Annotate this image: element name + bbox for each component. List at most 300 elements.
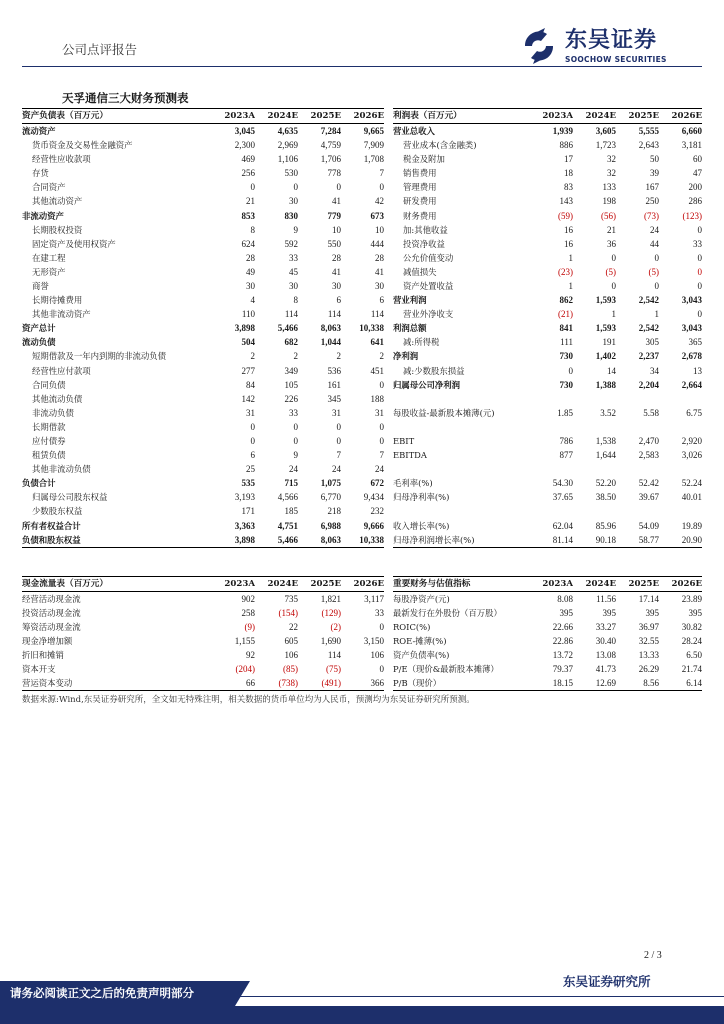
table-row — [393, 265, 702, 279]
row-value: 0 — [336, 421, 341, 432]
year-header: 2025E — [616, 577, 659, 592]
table-row — [22, 237, 384, 251]
row-value: 226 — [284, 393, 298, 404]
row-value — [573, 462, 616, 476]
row-value: (5) — [605, 266, 616, 277]
row-value: 1,821 — [320, 594, 341, 604]
row-value: 10,338 — [359, 323, 384, 334]
row-value: 21 — [607, 224, 616, 235]
year-header: 2025E — [616, 109, 659, 124]
row-value: 11.56 — [596, 594, 616, 604]
row-value: 60 — [693, 154, 702, 165]
row-value: 3,043 — [681, 323, 702, 334]
row-value: 84 — [246, 379, 255, 390]
row-value: 0 — [654, 280, 659, 291]
row-value: 535 — [241, 478, 255, 489]
row-value: 44 — [650, 238, 659, 249]
row-value: 33 — [693, 238, 702, 249]
row-value: 9,665 — [363, 126, 384, 136]
row-value: 0 — [654, 252, 659, 263]
table-row — [393, 420, 702, 434]
row-value: 365 — [688, 337, 702, 348]
row-value: 13.33 — [638, 650, 659, 661]
table-row — [393, 124, 702, 139]
row-value: 830 — [284, 210, 298, 221]
row-label: 货币资金及交易性金融资产 — [32, 140, 133, 151]
table-header-label: 现金流量表（百万元） — [22, 577, 212, 592]
row-value: 6.14 — [659, 676, 702, 691]
cashflow-table — [22, 576, 384, 691]
row-label: 毛利率(%) — [393, 478, 433, 489]
year-header: 2025E — [298, 109, 341, 124]
row-value: 21.74 — [681, 664, 702, 675]
row-value: 171 — [241, 506, 255, 517]
row-value: 31 — [332, 407, 341, 418]
row-value: 395 — [602, 608, 616, 619]
table-row — [22, 265, 384, 279]
row-value: 188 — [370, 393, 384, 404]
year-header: 2026E — [659, 109, 702, 124]
logo-mark-icon — [517, 26, 561, 66]
table-row — [22, 251, 384, 265]
row-value: 2 — [250, 351, 255, 362]
row-value: 111 — [560, 337, 573, 348]
row-value: 7,284 — [320, 126, 341, 136]
row-value: 8 — [250, 224, 255, 235]
row-value: 41.73 — [595, 664, 616, 675]
row-label: 研发费用 — [403, 196, 437, 207]
row-value: 106 — [370, 650, 384, 661]
row-value — [530, 504, 573, 518]
row-value: (23) — [558, 266, 573, 277]
row-label: 资产总计 — [22, 323, 56, 334]
table-row — [22, 307, 384, 321]
row-value: 6,770 — [320, 492, 341, 503]
row-label: 折旧和摊销 — [22, 650, 64, 661]
row-value: 232 — [370, 506, 384, 517]
row-value: 4,759 — [320, 140, 341, 151]
row-value: 41 — [332, 266, 341, 277]
row-value: 1 — [568, 252, 573, 263]
row-label: 投资活动现金流 — [22, 608, 81, 619]
row-value: 19.89 — [681, 520, 702, 531]
row-value: 1,075 — [320, 478, 341, 489]
row-label — [393, 504, 530, 518]
row-value: 7 — [379, 450, 384, 461]
row-label: 公允价值变动 — [403, 252, 454, 263]
table-row — [22, 223, 384, 237]
row-value: 33 — [289, 252, 298, 263]
row-value: 2,542 — [638, 295, 659, 306]
year-header: 2024E — [255, 109, 298, 124]
row-value: 85.96 — [595, 520, 616, 531]
row-value: 0 — [697, 252, 702, 263]
table-row — [393, 349, 702, 363]
row-value: 26.29 — [638, 664, 659, 675]
row-label: 加:其他收益 — [403, 224, 448, 235]
row-label: 归属母公司股东权益 — [32, 492, 108, 503]
row-value: 185 — [284, 506, 298, 517]
row-value: 0 — [379, 622, 384, 633]
row-value: 5,466 — [255, 533, 298, 548]
row-value: 22.86 — [552, 636, 573, 647]
row-value: 3,363 — [234, 520, 255, 531]
income-statement-table — [393, 108, 702, 548]
table-row — [393, 676, 702, 691]
row-value: 730 — [559, 379, 573, 390]
row-value: (2) — [330, 622, 341, 633]
balance-sheet-table — [22, 108, 384, 548]
row-value: 110 — [241, 309, 255, 320]
row-value: 143 — [559, 196, 573, 207]
row-value: 191 — [602, 337, 616, 348]
row-value: (75) — [326, 664, 341, 675]
row-label: 减:少数股东损益 — [403, 365, 465, 376]
row-label: 资产负债率(%) — [393, 650, 450, 661]
row-label: EBITDA — [393, 450, 427, 461]
row-value: 250 — [645, 196, 659, 207]
row-value: (21) — [558, 309, 573, 320]
row-value: 7 — [336, 450, 341, 461]
row-value: 1,044 — [320, 337, 341, 348]
row-value: (5) — [648, 266, 659, 277]
row-value: 841 — [559, 323, 573, 334]
row-label: 无形资产 — [32, 266, 66, 277]
row-label: 少数股东权益 — [32, 506, 83, 517]
row-value: 2,920 — [681, 436, 702, 447]
row-value: 3,150 — [363, 636, 384, 647]
logo-name-cn: 东吴证券 — [565, 27, 658, 53]
row-label: 长期股权投资 — [32, 224, 83, 235]
row-value: 592 — [284, 238, 298, 249]
table-row — [393, 490, 702, 504]
table-row — [393, 321, 702, 335]
row-value: 0 — [611, 252, 616, 263]
row-value: 0 — [568, 365, 573, 376]
row-value: 0 — [250, 436, 255, 447]
row-value: 3,898 — [234, 323, 255, 334]
row-value: 30.40 — [595, 636, 616, 647]
row-value: 45 — [289, 266, 298, 277]
row-value: 2,204 — [638, 379, 659, 390]
row-value: (9) — [244, 622, 255, 633]
row-value: 451 — [370, 365, 384, 376]
row-value: 366 — [341, 676, 384, 691]
row-value: 8.08 — [557, 594, 573, 604]
row-value: 20.90 — [659, 533, 702, 548]
row-label: 减:所得税 — [403, 337, 440, 348]
row-value: 0 — [250, 421, 255, 432]
row-value: 200 — [688, 182, 702, 193]
year-header: 2026E — [659, 577, 702, 592]
table-row — [22, 504, 384, 518]
row-value: (59) — [558, 210, 573, 221]
row-label — [393, 420, 530, 434]
row-value: 54.30 — [552, 478, 573, 489]
row-value: 0 — [250, 182, 255, 193]
row-value: 47 — [693, 168, 702, 179]
table-row — [22, 476, 384, 490]
row-label: 其他流动负债 — [32, 393, 83, 404]
row-value: 0 — [697, 309, 702, 320]
row-label: 固定资产及使用权资产 — [32, 238, 116, 249]
row-value: (154) — [278, 608, 298, 619]
year-header: 2023A — [530, 109, 573, 124]
row-value: 1,706 — [320, 154, 341, 165]
row-value: 1,690 — [320, 636, 341, 647]
row-value: 52.24 — [681, 478, 702, 489]
header-divider — [22, 66, 702, 67]
row-value: 2 — [379, 351, 384, 362]
row-value: 31 — [246, 407, 255, 418]
row-value: 33.27 — [595, 622, 616, 633]
row-value: 8,063 — [320, 323, 341, 334]
row-value: 16 — [564, 238, 573, 249]
row-value: 1,723 — [595, 140, 616, 151]
row-value: 198 — [602, 196, 616, 207]
row-value: 673 — [370, 210, 384, 221]
table-row — [22, 152, 384, 166]
table-row — [393, 180, 702, 194]
row-value: 142 — [241, 393, 255, 404]
row-value: 30 — [375, 280, 384, 291]
row-value: 39 — [650, 168, 659, 179]
row-label: 减值损失 — [403, 266, 437, 277]
row-value — [616, 504, 659, 518]
row-label: 负债和股东权益 — [22, 533, 212, 548]
row-value: 862 — [559, 295, 573, 306]
row-label: 销售费用 — [403, 168, 437, 179]
row-label: 投资净收益 — [403, 238, 445, 249]
table-title: 天孚通信三大财务预测表 — [62, 91, 189, 105]
row-value: 1,708 — [363, 154, 384, 165]
row-value: 90.18 — [573, 533, 616, 548]
row-value: 2,237 — [638, 351, 659, 362]
row-value: 30 — [332, 280, 341, 291]
table-row — [393, 648, 702, 662]
row-value: 52.20 — [595, 478, 616, 489]
row-value: 3,026 — [681, 450, 702, 461]
row-value: 4 — [250, 295, 255, 306]
row-value: 345 — [327, 393, 341, 404]
row-value: 50 — [650, 154, 659, 165]
row-label: ROIC(%) — [393, 622, 431, 633]
row-value: 10 — [375, 224, 384, 235]
row-value: 6 — [379, 295, 384, 306]
row-value: 30.82 — [681, 622, 702, 633]
row-value: (738) — [255, 676, 298, 691]
table-row — [393, 476, 702, 490]
row-value: 62.04 — [552, 520, 573, 531]
row-value: 3,117 — [364, 594, 384, 604]
row-value: 641 — [370, 337, 384, 348]
table-row — [393, 462, 702, 476]
row-value: 0 — [379, 182, 384, 193]
table-row — [393, 194, 702, 208]
table-row — [22, 124, 384, 139]
report-category: 公司点评报告 — [62, 42, 138, 57]
row-label: 营业总收入 — [393, 126, 435, 136]
table-header-label: 重要财务与估值指标 — [393, 577, 530, 592]
row-value: 218 — [327, 506, 341, 517]
table-row — [22, 406, 384, 420]
row-value: 2,643 — [638, 140, 659, 151]
row-value: 13.72 — [552, 650, 573, 661]
row-value: 7 — [379, 168, 384, 179]
row-value: 3.52 — [600, 407, 616, 418]
row-value: 3,045 — [234, 126, 255, 136]
row-label: 其他流动资产 — [32, 196, 83, 207]
row-value: (491) — [298, 676, 341, 691]
row-label: 每股收益-最新股本摊薄(元) — [393, 407, 495, 418]
table-row — [22, 448, 384, 462]
table-row — [22, 335, 384, 349]
table-header-label: 利润表（百万元） — [393, 109, 530, 124]
row-value: 9 — [293, 224, 298, 235]
table-row — [393, 662, 702, 676]
row-value: 715 — [284, 478, 298, 489]
row-value: 3,898 — [212, 533, 255, 548]
row-value: 25 — [246, 464, 255, 475]
data-source-note: 数据来源:Wind,东吴证券研究所，全文如无特殊注明，相关数据的货币单位均为人民币，预测均为东吴证券研究所预测。 — [22, 695, 475, 705]
row-value: 12.69 — [573, 676, 616, 691]
logo-name-en: SOOCHOW SECURITIES — [565, 54, 667, 64]
row-value: 106 — [284, 650, 298, 661]
table-row — [22, 321, 384, 335]
row-value: 8.56 — [616, 676, 659, 691]
row-value: 2,678 — [681, 351, 702, 362]
row-label: 现金净增加额 — [22, 636, 73, 647]
row-value: 395 — [688, 608, 702, 619]
row-value: 469 — [241, 154, 255, 165]
row-value: 395 — [559, 608, 573, 619]
row-value: 1 — [568, 280, 573, 291]
row-label: 所有者权益合计 — [22, 520, 81, 531]
row-value: 114 — [327, 650, 341, 661]
row-value: 41 — [332, 196, 341, 207]
row-value: 22.66 — [552, 622, 573, 633]
row-value: 18 — [564, 168, 573, 179]
table-row — [22, 208, 384, 222]
row-value: 0 — [379, 664, 384, 675]
row-value: 0 — [379, 421, 384, 432]
table-row — [22, 279, 384, 293]
row-value: 24 — [650, 224, 659, 235]
table-row — [393, 208, 702, 222]
row-value: 38.50 — [595, 492, 616, 503]
table-row — [22, 392, 384, 406]
row-label: 归母净利率(%) — [393, 492, 450, 503]
row-value: 30 — [246, 280, 255, 291]
row-value: 1,593 — [595, 323, 616, 334]
row-value: 1.85 — [557, 407, 573, 418]
row-value: 1 — [611, 309, 616, 320]
row-value: 13.08 — [595, 650, 616, 661]
row-label: 收入增长率(%) — [393, 520, 450, 531]
row-label: 归母净利润增长率(%) — [393, 533, 530, 548]
row-value: 8,063 — [298, 533, 341, 548]
table-row — [22, 364, 384, 378]
row-value — [659, 462, 702, 476]
row-label: 非流动负债 — [32, 407, 74, 418]
year-header: 2024E — [255, 577, 298, 592]
row-value — [573, 392, 616, 406]
row-value: (85) — [283, 664, 298, 675]
table-row — [22, 138, 384, 152]
row-value: 3,181 — [681, 140, 702, 151]
table-row — [393, 152, 702, 166]
row-value: 28.24 — [681, 636, 702, 647]
row-value: 24 — [375, 464, 384, 475]
row-value: 83 — [564, 182, 573, 193]
row-value: 2,470 — [638, 436, 659, 447]
row-value: 14 — [607, 365, 616, 376]
table-row — [393, 504, 702, 518]
row-value: 786 — [559, 436, 573, 447]
row-value: 114 — [327, 309, 341, 320]
row-value: 2,583 — [638, 450, 659, 461]
row-value: 24 — [332, 464, 341, 475]
table-row — [393, 364, 702, 378]
row-value: 28 — [375, 252, 384, 263]
row-value: 31 — [375, 407, 384, 418]
row-value: 305 — [645, 337, 659, 348]
year-header: 2023A — [212, 109, 255, 124]
row-label: EBIT — [393, 436, 415, 447]
row-value: 4,566 — [277, 492, 298, 503]
row-label: 营业外净收支 — [403, 309, 454, 320]
row-value: 10 — [332, 224, 341, 235]
row-value: 9,666 — [363, 520, 384, 531]
table-row — [393, 533, 702, 548]
row-value: 2 — [336, 351, 341, 362]
row-value: 10,338 — [341, 533, 384, 548]
row-value: 32 — [607, 154, 616, 165]
table-row — [22, 434, 384, 448]
row-value: 877 — [559, 450, 573, 461]
footer-bar — [0, 1006, 724, 1024]
row-value: 1,402 — [595, 351, 616, 362]
table-row — [22, 676, 384, 691]
row-value: 32.55 — [638, 636, 659, 647]
row-value: 79.37 — [552, 664, 573, 675]
row-label: 短期借款及一年内到期的非流动负债 — [32, 351, 166, 362]
table-row — [22, 462, 384, 476]
row-label — [393, 392, 530, 406]
year-header: 2023A — [212, 577, 255, 592]
row-value — [573, 420, 616, 434]
row-value: 30 — [289, 196, 298, 207]
table-row — [22, 634, 384, 648]
row-value — [616, 462, 659, 476]
table-row — [393, 620, 702, 634]
row-value: 277 — [241, 365, 255, 376]
row-value: 735 — [284, 594, 298, 604]
row-value: 66 — [212, 676, 255, 691]
table-row — [393, 606, 702, 620]
row-value: 605 — [284, 636, 298, 647]
row-value: 92 — [246, 650, 255, 661]
row-label: 其他非流动资产 — [32, 309, 91, 320]
row-value: 21 — [246, 196, 255, 207]
row-label — [393, 462, 530, 476]
row-value: 395 — [645, 608, 659, 619]
table-row — [22, 662, 384, 676]
row-value: 0 — [293, 436, 298, 447]
table-row — [393, 335, 702, 349]
table-row — [22, 166, 384, 180]
row-value: 6,988 — [320, 520, 341, 531]
